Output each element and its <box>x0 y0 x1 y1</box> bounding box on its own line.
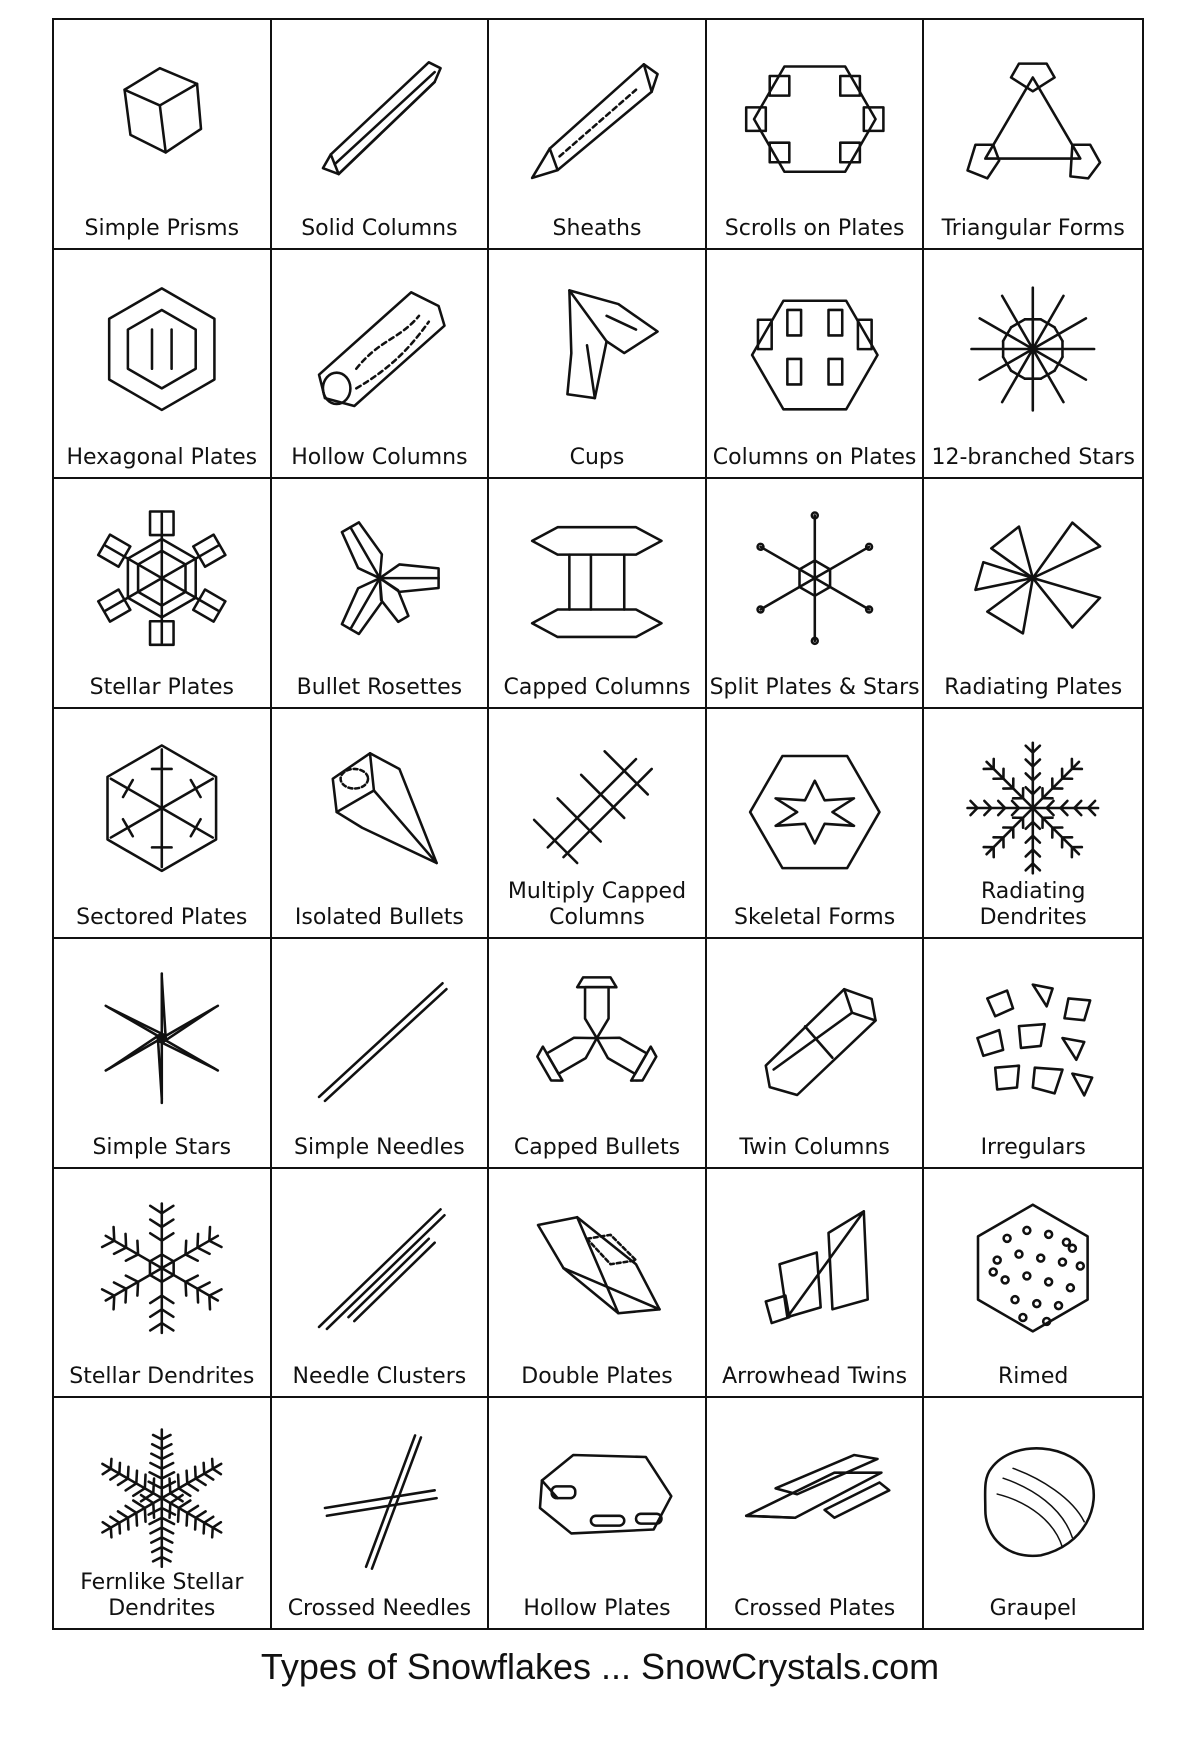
snowflake-label: 12-branched Stars <box>931 445 1135 471</box>
snowflake-cell <box>54 479 272 709</box>
snowflake-label: Twin Columns <box>739 1134 890 1160</box>
snowflake-cell <box>924 250 1142 480</box>
snowflake-cell <box>54 250 272 480</box>
stellar-plate-icon <box>54 479 270 707</box>
scrolls-on-plate-icon <box>707 20 923 248</box>
radiating-plates-icon <box>924 479 1142 707</box>
snowflake-label: Stellar Dendrites <box>69 1364 255 1390</box>
capped-column-icon <box>489 479 705 707</box>
snowflake-cell <box>707 479 925 709</box>
snowflake-label: Sheaths <box>552 215 642 241</box>
split-plate-icon <box>707 479 923 707</box>
snowflake-cell <box>489 479 707 709</box>
hollow-column-icon <box>272 250 488 478</box>
snowflake-cell <box>707 1398 925 1628</box>
twin-column-icon <box>707 939 923 1167</box>
snowflake-label: Crossed Needles <box>287 1595 472 1621</box>
snowflake-label: Radiating Plates <box>944 675 1123 701</box>
snowflake-label: Multiply Capped Columns <box>507 878 687 930</box>
snowflake-cell <box>489 1169 707 1399</box>
needle-cluster-icon <box>272 1169 488 1397</box>
snowflake-cell <box>707 20 925 250</box>
snowflake-cell <box>707 709 925 939</box>
crossed-plates-icon <box>707 1398 923 1628</box>
snowflake-label: Scrolls on Plates <box>724 215 905 241</box>
snowflake-label: Solid Columns <box>301 215 458 241</box>
snowflake-cell <box>924 20 1142 250</box>
snowflake-label: Graupel <box>989 1595 1077 1621</box>
simple-star-icon <box>54 939 270 1167</box>
snowflake-label: Rimed <box>998 1364 1069 1390</box>
snowflake-cell <box>924 1398 1142 1628</box>
twelve-branched-star-icon <box>924 250 1142 478</box>
footer-caption: Types of Snowflakes ... SnowCrystals.com <box>260 1646 940 1687</box>
snowflake-cell <box>489 1398 707 1628</box>
snowflake-cell <box>924 939 1142 1169</box>
snowflake-cell <box>707 250 925 480</box>
snowflake-label: Hollow Columns <box>291 445 468 471</box>
sheath-icon <box>489 20 705 248</box>
snowflake-cell <box>707 1169 925 1399</box>
irregulars-icon <box>924 939 1142 1167</box>
snowflake-label: Hollow Plates <box>523 1595 671 1621</box>
snowflake-cell <box>54 709 272 939</box>
simple-prism-icon <box>54 20 270 248</box>
snowflake-label: Capped Bullets <box>513 1134 681 1160</box>
snowflake-label: Isolated Bullets <box>294 904 464 930</box>
rimed-icon <box>924 1169 1142 1397</box>
snowflake-label: Split Plates & Stars <box>709 675 920 701</box>
stellar-dendrite-icon <box>54 1169 270 1397</box>
snowflake-label: Capped Columns <box>503 675 691 701</box>
snowflake-types-grid <box>52 18 1144 1630</box>
snowflake-label: Triangular Forms <box>941 215 1125 241</box>
skeletal-form-icon <box>707 709 923 937</box>
sectored-plate-icon <box>54 709 270 937</box>
snowflake-cell <box>272 20 490 250</box>
graupel-icon <box>924 1398 1142 1628</box>
snowflake-label: Fernlike Stellar Dendrites <box>80 1569 244 1621</box>
snowflake-label: Simple Stars <box>92 1134 232 1160</box>
snowflake-label: Irregulars <box>980 1134 1086 1160</box>
snowflake-cell <box>924 1169 1142 1399</box>
snowflake-label: Columns on Plates <box>712 445 917 471</box>
solid-column-icon <box>272 20 488 248</box>
snowflake-cell <box>489 20 707 250</box>
snowflake-cell <box>489 250 707 480</box>
columns-on-plate-icon <box>707 250 923 478</box>
arrowhead-twin-icon <box>707 1169 923 1397</box>
snowflake-cell <box>272 1398 490 1628</box>
double-plate-icon <box>489 1169 705 1397</box>
snowflake-cell <box>54 939 272 1169</box>
snowflake-label: Crossed Plates <box>733 1595 896 1621</box>
snowflake-cell <box>924 479 1142 709</box>
snowflake-cell <box>489 709 707 939</box>
hollow-plate-icon <box>489 1398 705 1628</box>
snowflake-cell <box>272 939 490 1169</box>
snowflake-label: Bullet Rosettes <box>296 675 463 701</box>
isolated-bullet-icon <box>272 709 488 937</box>
snowflake-cell <box>54 20 272 250</box>
bullet-rosette-icon <box>272 479 488 707</box>
snowflake-label: Radiating Dendrites <box>979 878 1087 930</box>
snowflake-label: Arrowhead Twins <box>722 1364 908 1390</box>
snowflake-label: Hexagonal Plates <box>66 445 258 471</box>
snowflake-cell <box>54 1169 272 1399</box>
cup-icon <box>489 250 705 478</box>
hexagonal-plate-icon <box>54 250 270 478</box>
crossed-needles-icon <box>272 1398 488 1628</box>
capped-bullets-icon <box>489 939 705 1167</box>
snowflake-label: Needle Clusters <box>292 1364 467 1390</box>
snowflake-label: Sectored Plates <box>76 904 248 930</box>
simple-needle-icon <box>272 939 488 1167</box>
snowflake-label: Stellar Plates <box>89 675 234 701</box>
snowflake-label: Simple Prisms <box>84 215 240 241</box>
snowflake-cell <box>707 939 925 1169</box>
snowflake-label: Double Plates <box>521 1364 673 1390</box>
snowflake-cell <box>272 709 490 939</box>
snowflake-cell <box>924 709 1142 939</box>
snowflake-cell <box>272 250 490 480</box>
triangular-form-icon <box>924 20 1142 248</box>
snowflake-label: Skeletal Forms <box>733 904 896 930</box>
snowflake-cell <box>54 1398 272 1628</box>
snowflake-cell <box>489 939 707 1169</box>
snowflake-cell <box>272 479 490 709</box>
snowflake-label: Cups <box>569 445 625 471</box>
snowflake-label: Simple Needles <box>294 1134 465 1160</box>
snowflake-cell <box>272 1169 490 1399</box>
